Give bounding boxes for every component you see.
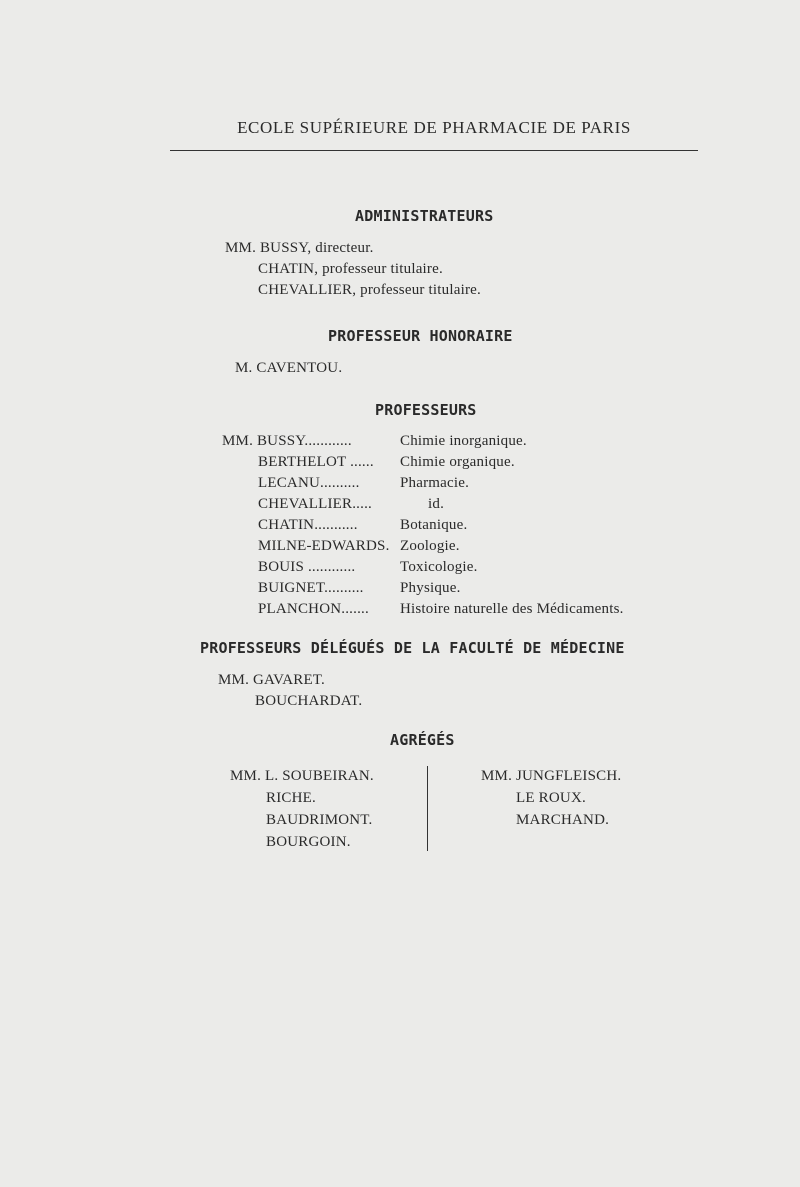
administrateur-line: MM. BUSSY, directeur. [225, 240, 374, 256]
administrateur-line: CHEVALLIER, professeur titulaire. [258, 282, 481, 298]
professeur-name: BERTHELOT ...... [258, 454, 374, 470]
school-header: ECOLE SUPÉRIEURE DE PHARMACIE DE PARIS [237, 118, 631, 137]
agrege-right-line: MARCHAND. [516, 812, 610, 828]
professeur-subject: Toxicologie. [400, 559, 478, 575]
agrege-right-line: LE ROUX. [516, 790, 586, 806]
professeur-subject: Chimie inorganique. [400, 433, 527, 449]
professeur-name: PLANCHON....... [258, 601, 369, 617]
agrege-left-line: BOURGOIN. [266, 834, 351, 850]
administrateur-line: CHATIN, professeur titulaire. [258, 261, 443, 277]
professeur-name: CHATIN........... [258, 517, 358, 533]
professeurs-title: PROFESSEURS [375, 401, 477, 419]
delegue-line: MM. GAVARET. [218, 672, 326, 688]
professeur-subject: Botanique. [400, 517, 468, 533]
professeur-name: LECANU.......... [258, 475, 360, 491]
agrege-left-line: BAUDRIMONT. [266, 812, 373, 828]
professeur-subject: Physique. [400, 580, 461, 596]
professeur-name: MILNE-EDWARDS. [258, 538, 390, 554]
administrateurs-title: ADMINISTRATEURS [355, 207, 494, 225]
professeur-name: CHEVALLIER..... [258, 496, 372, 512]
delegue-line: BOUCHARDAT. [255, 693, 363, 709]
professeur-honoraire-title: PROFESSEUR HONORAIRE [328, 327, 513, 345]
agrege-left-line: MM. L. SOUBEIRAN. [230, 768, 374, 784]
professeur-subject: id. [428, 496, 445, 512]
professeur-subject: Zoologie. [400, 538, 460, 554]
agrege-left-line: RICHE. [266, 790, 316, 806]
professeur-subject: Chimie organique. [400, 454, 515, 470]
professeur-name: MM. BUSSY............ [222, 433, 352, 449]
professeur-subject: Histoire naturelle des Médicaments. [400, 601, 624, 617]
agreges-title: AGRÉGÉS [390, 731, 455, 749]
professeur-name: BUIGNET.......... [258, 580, 364, 596]
professeur-name: BOUIS ............ [258, 559, 356, 575]
agrege-right-line: MM. JUNGFLEISCH. [481, 768, 622, 784]
honoraire-line: M. CAVENTOU. [235, 360, 343, 376]
professeurs-delegues-title: PROFESSEURS DÉLÉGUÉS DE LA FACULTÉ DE MÉDECINE [200, 639, 625, 657]
header-rule [170, 150, 698, 151]
agreges-column-divider [427, 766, 428, 851]
professeur-subject: Pharmacie. [400, 475, 470, 491]
